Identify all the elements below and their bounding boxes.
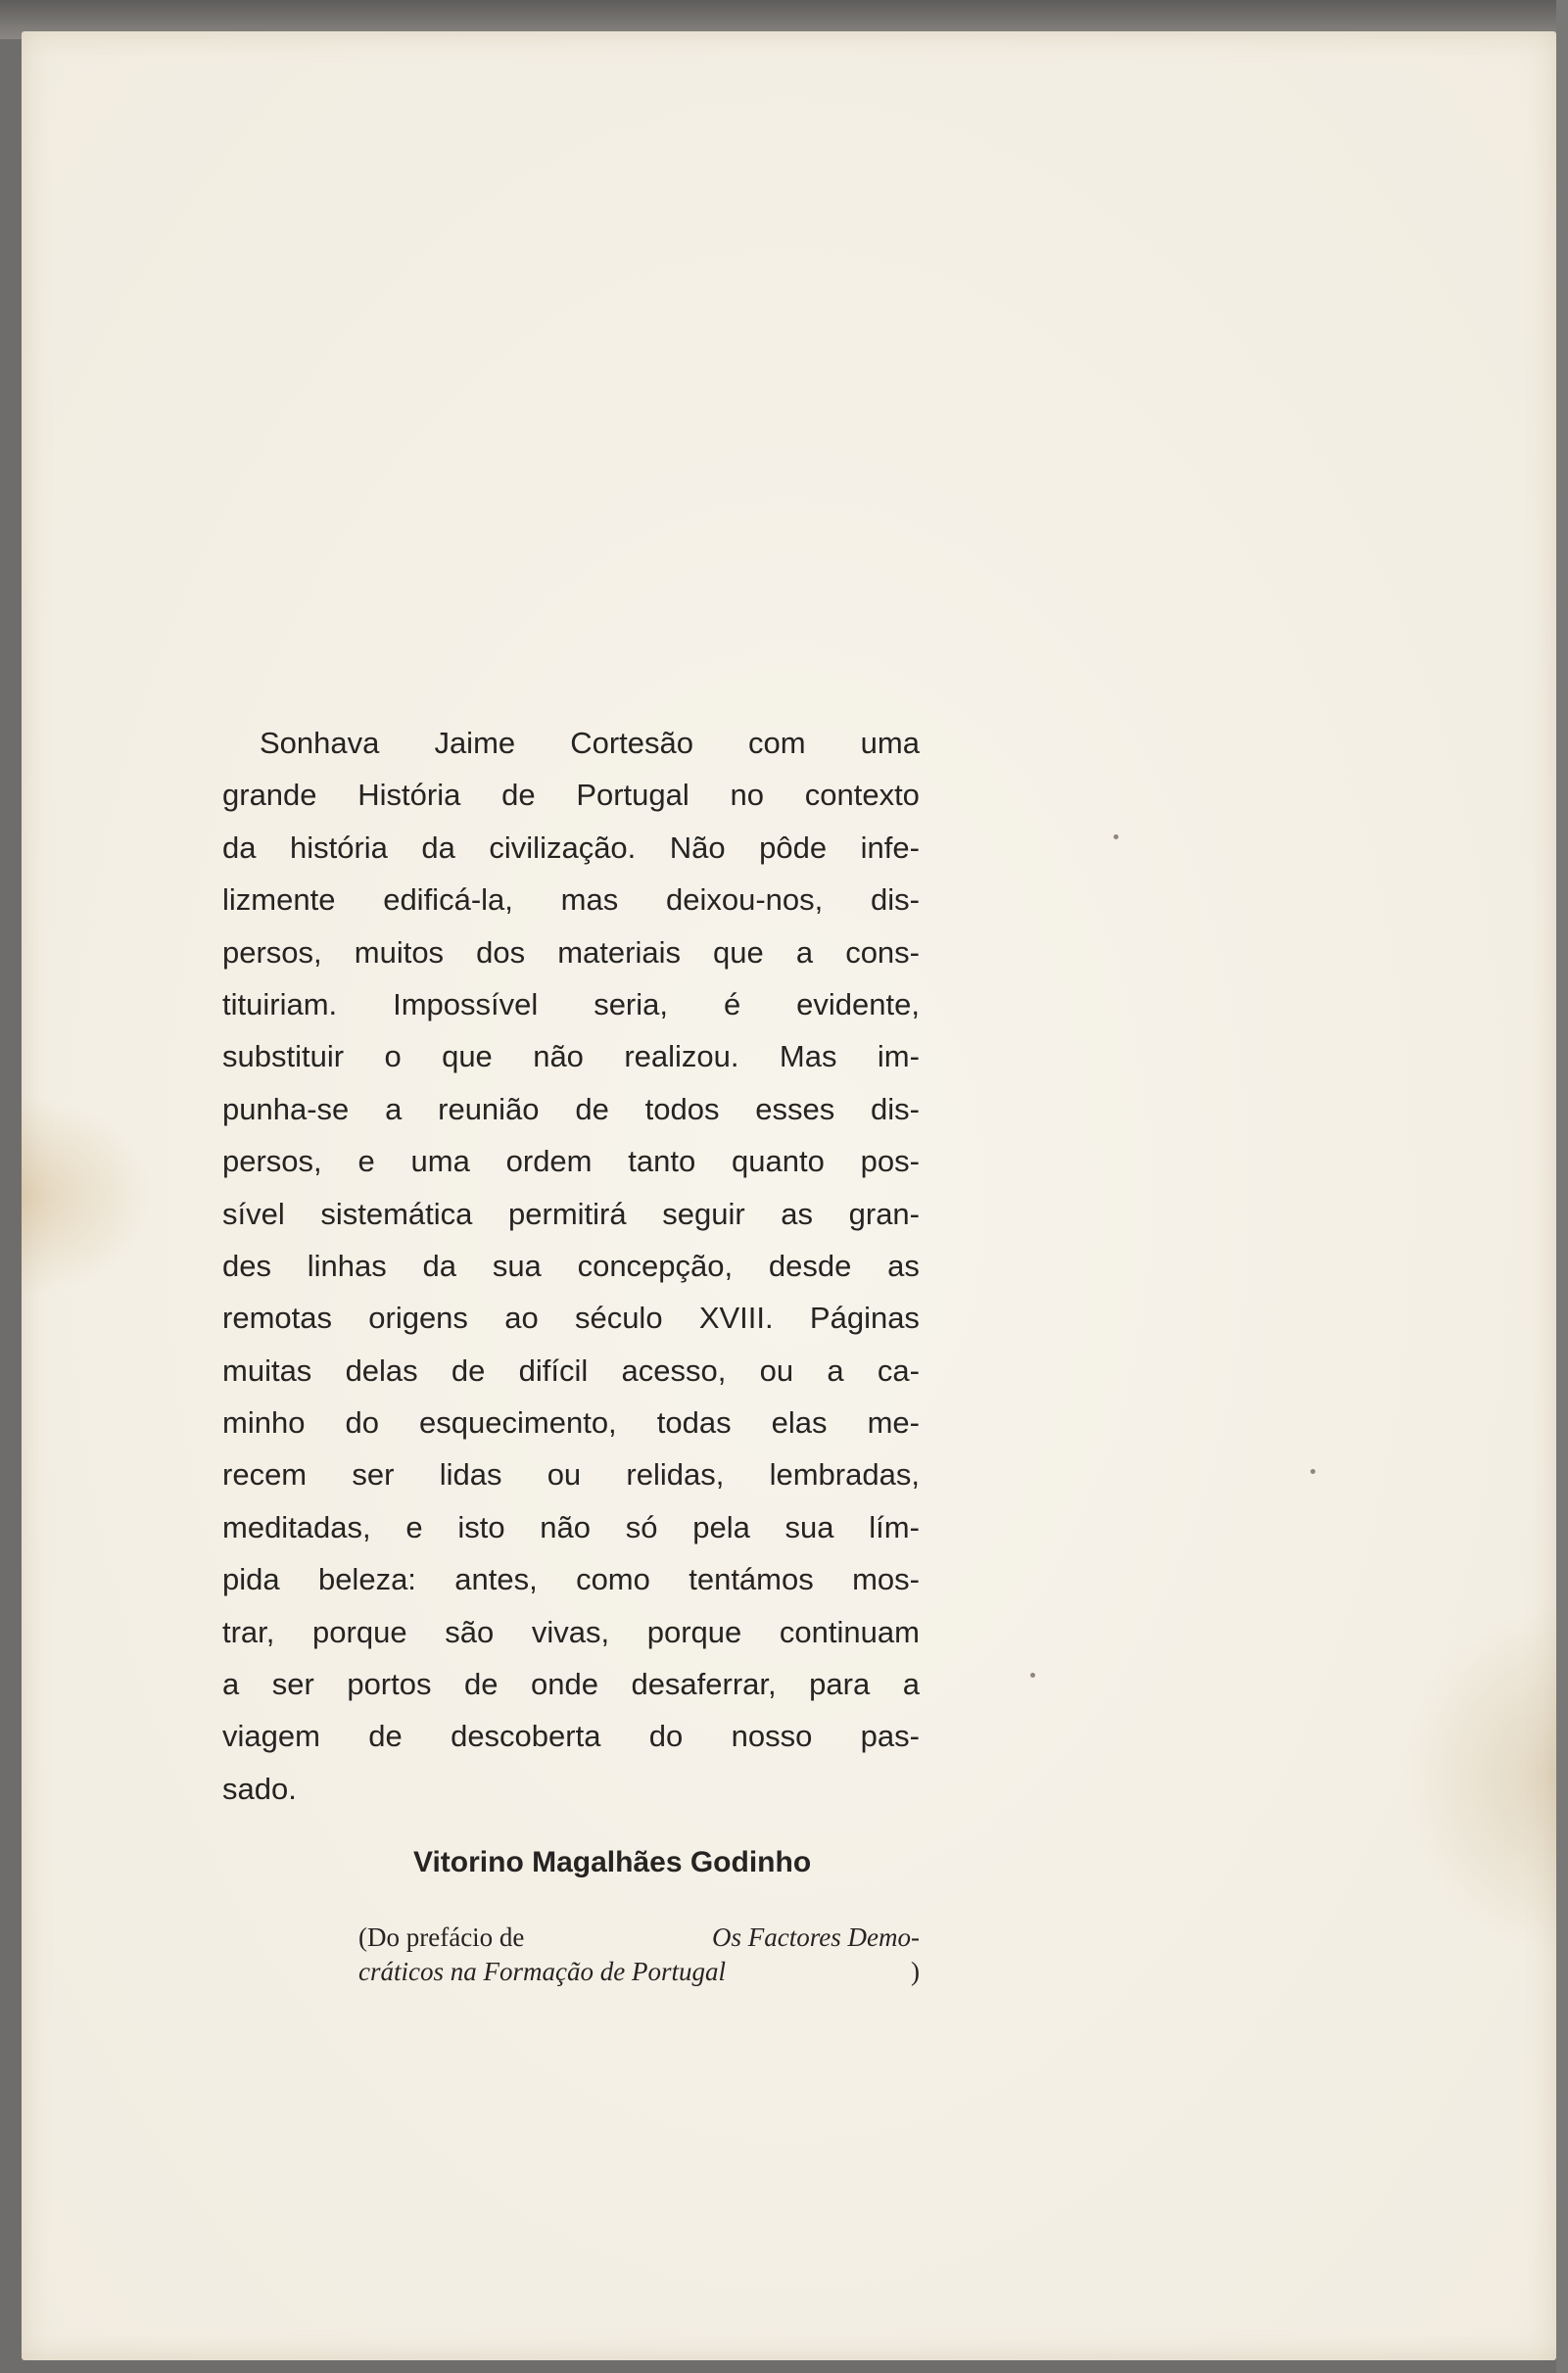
blurb-word: Páginas [809, 1301, 920, 1336]
blurb-line [222, 1292, 920, 1344]
blurb-word: grande [222, 778, 317, 813]
blurb-word: porque [312, 1614, 407, 1649]
blurb-word: viagem [222, 1719, 320, 1754]
blurb-line [222, 1188, 920, 1240]
blurb-word: recem [222, 1457, 308, 1493]
blurb-word: pida [222, 1562, 280, 1597]
blurb-word: antes, [454, 1562, 538, 1597]
blurb-word: Sonhava [260, 726, 380, 760]
blurb-word: pos- [860, 1144, 920, 1179]
blurb-word: lím- [869, 1509, 920, 1544]
blurb-line [222, 1606, 920, 1658]
blurb-word: a [795, 934, 814, 970]
blurb-word: a [222, 1667, 240, 1702]
blurb-word: linhas [307, 1248, 387, 1283]
blurb-word: quanto [732, 1144, 825, 1179]
paper-speck [1030, 1673, 1035, 1678]
blurb-word: esses [755, 1091, 835, 1126]
blurb-word: sua [784, 1509, 834, 1544]
blurb-word: a [902, 1667, 920, 1702]
blurb-word: pela [692, 1509, 750, 1544]
blurb-word: dis- [871, 882, 920, 918]
blurb-word: acesso, [621, 1353, 727, 1388]
source-title-part-2: cráticos na Formação de Portugal [358, 1957, 726, 1987]
blurb-word: materiais [557, 934, 681, 970]
blurb-line [222, 978, 920, 1030]
blurb-word: origens [368, 1301, 468, 1336]
author-name: Vitorino Magalhães Godinho [413, 1846, 812, 1879]
blurb-word: dos [476, 934, 526, 970]
blurb-word: persos, [222, 934, 322, 970]
blurb-word: a [827, 1353, 844, 1388]
blurb-word: ou [759, 1353, 794, 1388]
blurb-word: isto [457, 1509, 505, 1544]
blurb-word: permitirá [508, 1196, 627, 1231]
blurb-word: civilização. [489, 830, 637, 865]
blurb-word: tentámos [689, 1562, 814, 1597]
source-line-1 [358, 1921, 920, 1955]
blurb-word: seria, [594, 986, 668, 1021]
blurb-word: im- [877, 1039, 920, 1074]
blurb-text [222, 717, 920, 1815]
blurb-line [222, 1030, 920, 1082]
blurb-word: infe- [860, 830, 920, 865]
blurb-word: as [887, 1248, 920, 1283]
blurb-word: substituir [222, 1039, 345, 1074]
blurb-word: vivas, [531, 1614, 610, 1649]
blurb-word: mos- [852, 1562, 920, 1597]
blurb-word: punha-se [222, 1091, 350, 1126]
blurb-word: seguir [662, 1196, 745, 1231]
blurb-word: de [368, 1719, 403, 1754]
blurb-word: de [501, 778, 536, 813]
blurb-word: a [385, 1091, 403, 1126]
blurb-word: remotas [222, 1301, 332, 1336]
blurb-word: delas [345, 1353, 418, 1388]
blurb-word: onde [530, 1667, 598, 1702]
blurb-word: elas [771, 1405, 828, 1441]
blurb-line [222, 1553, 920, 1605]
blurb-word: que [713, 934, 764, 970]
source-citation [222, 1921, 920, 1989]
blurb-word: tanto [628, 1144, 696, 1179]
blurb-word: e [405, 1509, 423, 1544]
blurb-word: não [533, 1039, 584, 1074]
blurb-word: sua [492, 1248, 542, 1283]
blurb-word: persos, [222, 1144, 322, 1179]
blurb-word: me- [867, 1405, 920, 1441]
blurb-word: história [289, 830, 388, 865]
source-prefix: (Do prefácio de [358, 1922, 525, 1953]
blurb-word: todas [656, 1405, 732, 1441]
source-suffix: ) [911, 1957, 920, 1987]
blurb-word: descoberta [451, 1719, 601, 1754]
blurb-word: cons- [845, 934, 920, 970]
blurb-word: da [421, 830, 455, 865]
blurb-word: de [451, 1353, 486, 1388]
blurb-word: evidente, [796, 986, 920, 1021]
blurb-word: ou [546, 1457, 582, 1493]
blurb-word: gran- [848, 1196, 920, 1231]
blurb-word: as [781, 1196, 814, 1231]
blurb-word: todos [644, 1091, 720, 1126]
blurb-line [222, 769, 920, 821]
blurb-line [222, 1240, 920, 1292]
blurb-section [222, 717, 920, 1989]
blurb-word: reunião [438, 1091, 540, 1126]
blurb-line [222, 717, 920, 769]
blurb-line [222, 822, 920, 874]
blurb-word: da [222, 830, 257, 865]
blurb-word: só [625, 1509, 658, 1544]
blurb-line [222, 1083, 920, 1135]
blurb-word: beleza: [317, 1562, 416, 1597]
blurb-word: portos [347, 1667, 432, 1702]
blurb-word: lidas [439, 1457, 502, 1493]
blurb-word: sível [222, 1196, 285, 1231]
blurb-word: como [576, 1562, 650, 1597]
blurb-line [222, 1135, 920, 1187]
blurb-word: ca- [877, 1353, 920, 1388]
blurb-word: contexto [804, 778, 920, 813]
blurb-word: e [357, 1144, 375, 1179]
source-title-part-1: Os Factores Demo- [712, 1922, 920, 1953]
scan-background-right [1556, 0, 1568, 2373]
blurb-word: nosso [731, 1719, 813, 1754]
blurb-word: é [723, 986, 741, 1021]
blurb-word: deixou-nos, [666, 882, 824, 918]
paper-speck [1310, 1469, 1315, 1474]
blurb-word: desde [768, 1248, 852, 1283]
blurb-word: pôde [759, 830, 828, 865]
blurb-word: realizou. [624, 1039, 739, 1074]
paper-speck [1114, 834, 1118, 839]
blurb-word: século [574, 1301, 663, 1336]
blurb-word: do [345, 1405, 379, 1441]
blurb-line [222, 1710, 920, 1762]
blurb-line [222, 1448, 920, 1500]
blurb-word: meditadas, [222, 1509, 371, 1544]
blurb-word: dis- [871, 1091, 920, 1126]
blurb-word: muitos [354, 934, 445, 970]
blurb-word: o [384, 1039, 402, 1074]
blurb-word: lizmente [222, 882, 336, 918]
blurb-word: de [464, 1667, 499, 1702]
blurb-word: pas- [860, 1719, 920, 1754]
blurb-word: relidas, [626, 1457, 725, 1493]
blurb-word: trar, [222, 1614, 275, 1649]
blurb-word: do [648, 1719, 684, 1754]
blurb-word: no [730, 778, 764, 813]
book-back-cover [22, 31, 1556, 2360]
blurb-word: mas [560, 882, 619, 918]
blurb-line [222, 1397, 920, 1448]
blurb-word: ao [504, 1301, 539, 1336]
blurb-word: com [748, 726, 806, 760]
blurb-word: esquecimento, [419, 1405, 617, 1441]
blurb-line [222, 926, 920, 978]
blurb-word: de [575, 1091, 609, 1126]
blurb-word: Jaime [434, 726, 516, 760]
blurb-word: para [809, 1667, 871, 1702]
blurb-word: concepção, [577, 1248, 734, 1283]
blurb-word: Impossível [393, 986, 539, 1021]
blurb-word: ordem [505, 1144, 593, 1179]
blurb-word: não [540, 1509, 592, 1544]
blurb-word: uma [860, 726, 920, 760]
source-line-2 [358, 1955, 920, 1989]
blurb-word: uma [410, 1144, 470, 1179]
blurb-word: Não [669, 830, 726, 865]
blurb-word: Portugal [576, 778, 689, 813]
blurb-word: são [445, 1614, 495, 1649]
blurb-word: desaferrar, [631, 1667, 777, 1702]
blurb-word: ser [271, 1667, 314, 1702]
blurb-line: sado. [222, 1771, 297, 1806]
blurb-word: difícil [518, 1353, 589, 1388]
blurb-word: edificá-la, [383, 882, 513, 918]
blurb-word: porque [646, 1614, 742, 1649]
blurb-line [222, 874, 920, 925]
blurb-word: que [442, 1039, 493, 1074]
blurb-word: Mas [779, 1039, 837, 1074]
blurb-word: Cortesão [570, 726, 693, 760]
blurb-word: minho [222, 1405, 306, 1441]
blurb-word: História [357, 778, 461, 813]
blurb-word: ser [352, 1457, 395, 1493]
blurb-word: muitas [222, 1353, 312, 1388]
blurb-line [222, 1501, 920, 1553]
blurb-word: sistemática [320, 1196, 473, 1231]
blurb-word: lembradas, [769, 1457, 920, 1493]
blurb-line [222, 1658, 920, 1710]
blurb-word: continuam [779, 1614, 920, 1649]
blurb-word: tituiriam. [222, 986, 338, 1021]
blurb-word: da [422, 1248, 457, 1283]
blurb-word: XVIII. [698, 1301, 774, 1336]
blurb-line [222, 1345, 920, 1397]
blurb-word: des [222, 1248, 271, 1283]
